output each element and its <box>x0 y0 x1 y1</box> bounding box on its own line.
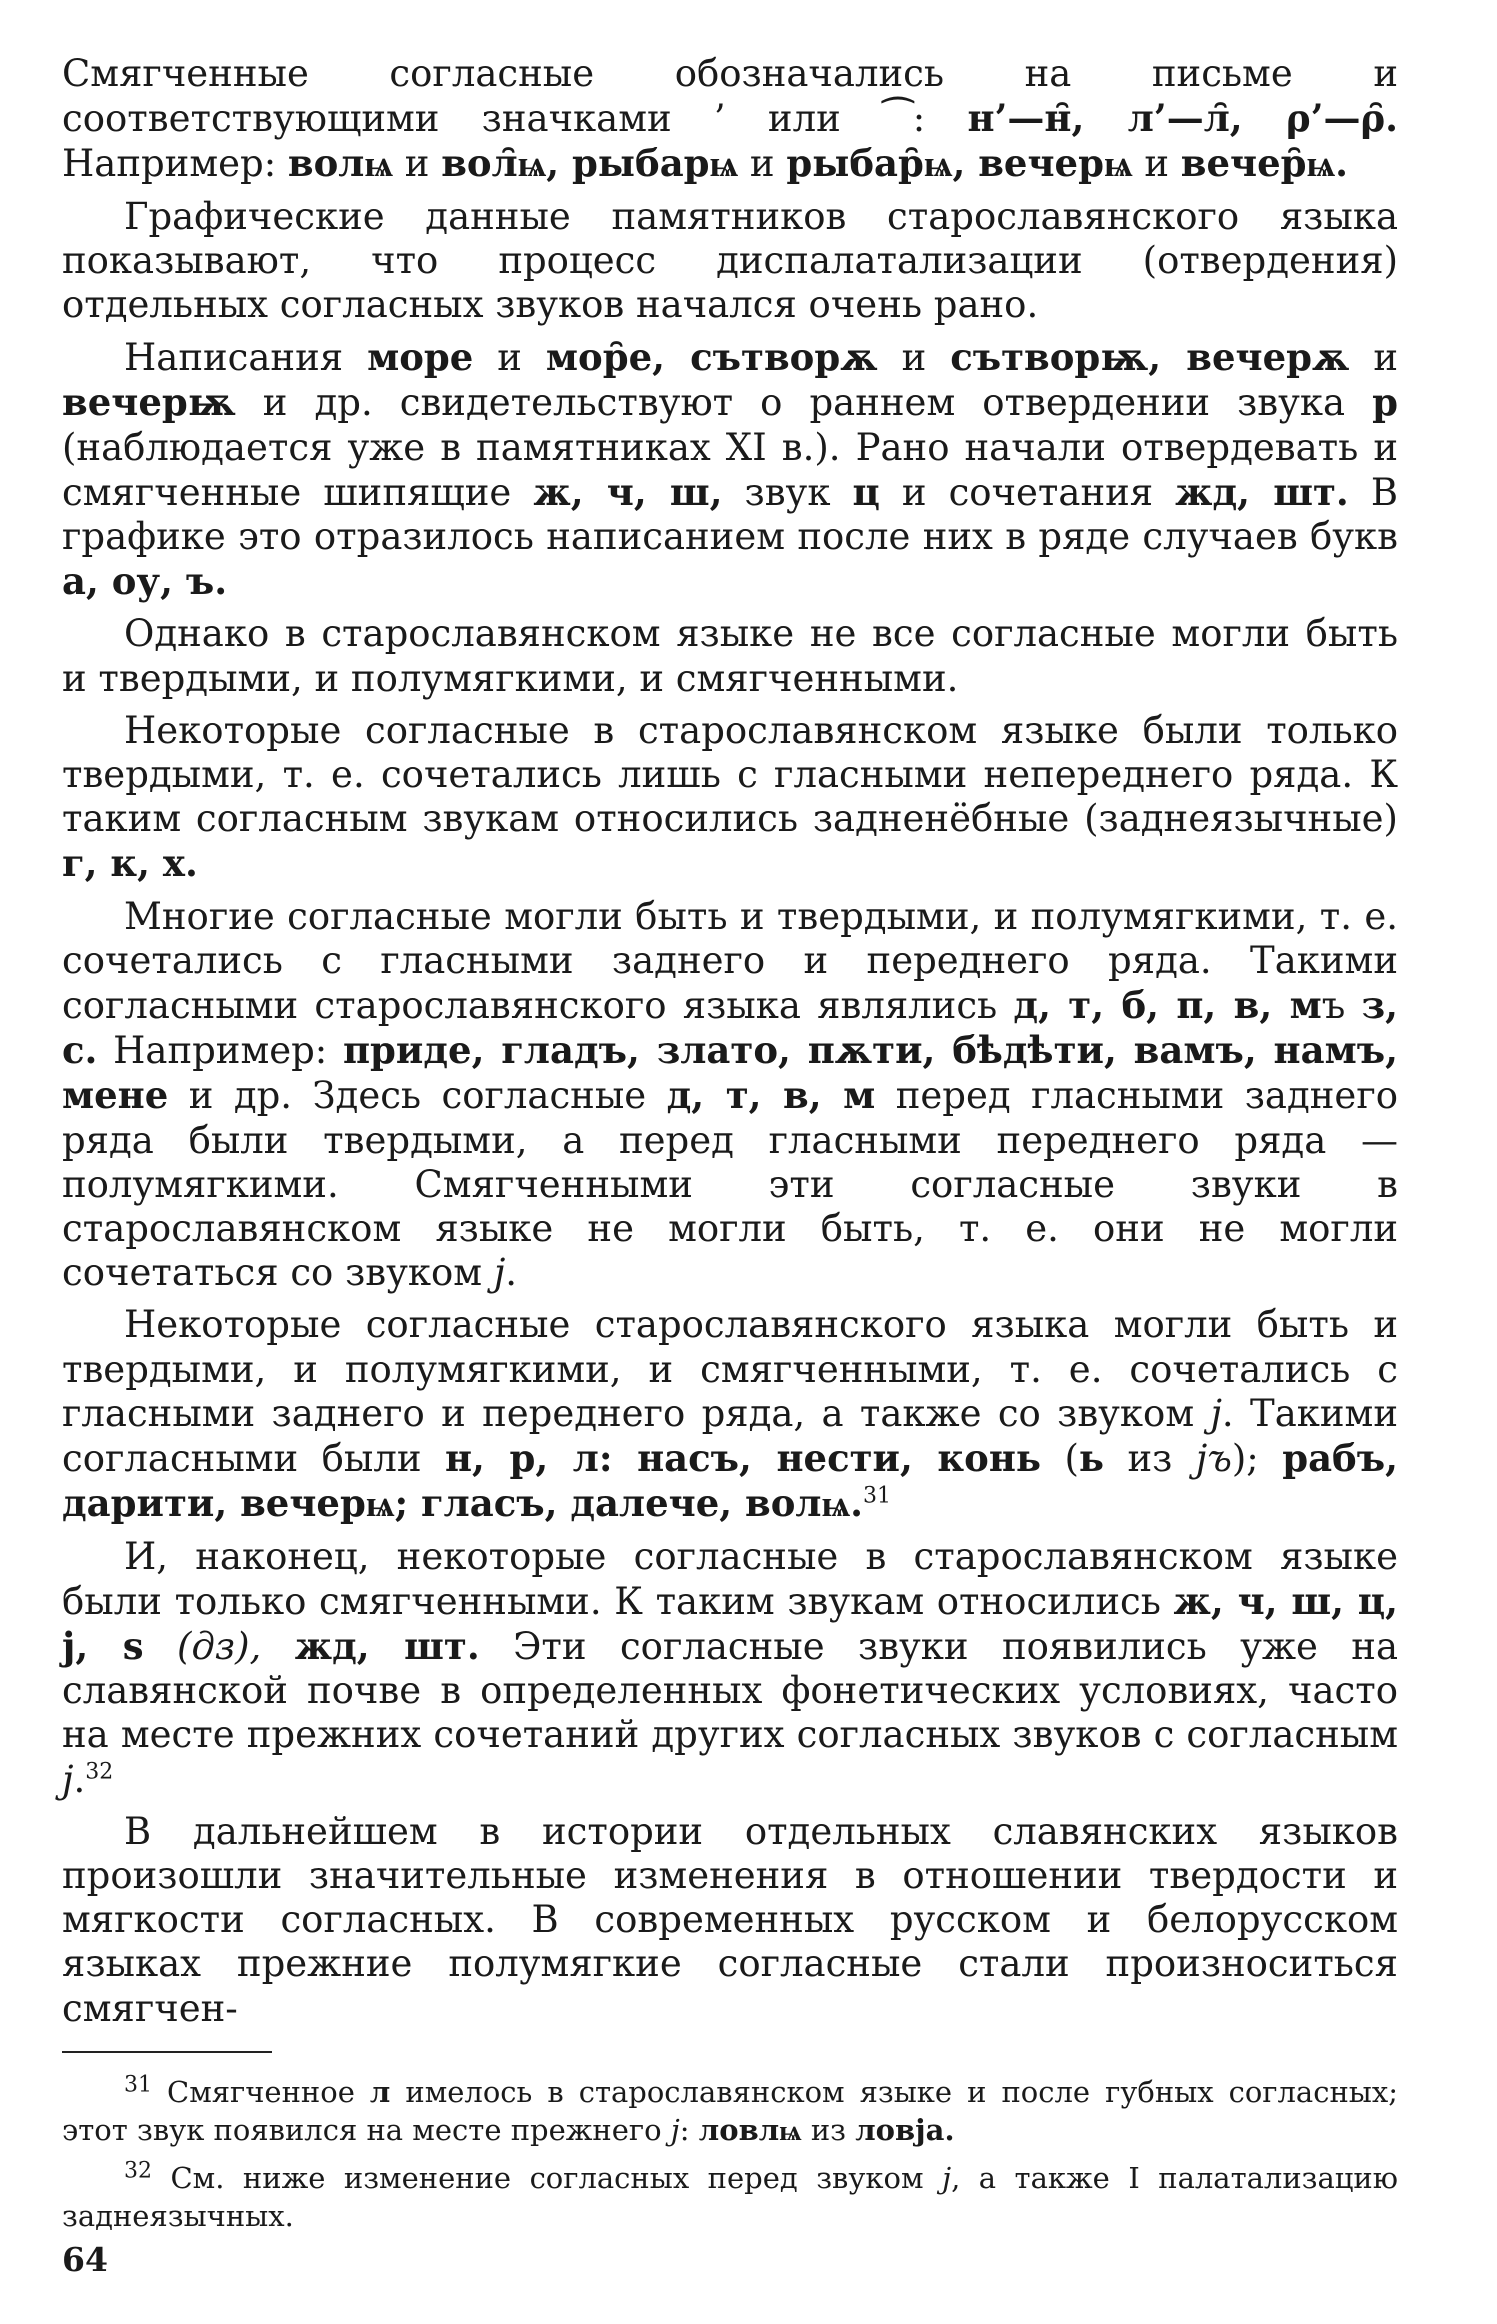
text-run: и сочетания <box>879 470 1176 514</box>
church-slavonic-text: сътворѭ, вечерѫ <box>950 335 1350 380</box>
church-slavonic-text: з, с. <box>62 983 1398 1073</box>
paragraph-p2 <box>62 195 1398 328</box>
church-slavonic-text: ь <box>1078 1436 1105 1481</box>
paragraph-p7 <box>62 1303 1398 1526</box>
text-run: (наблюдается уже в памятниках XI в.). Рано начали отвердевать и смягченные шипящие <box>62 425 1398 514</box>
church-slavonic-text: вол̑ѩ, рыбарѩ <box>441 141 739 186</box>
paragraph-p4 <box>62 612 1398 700</box>
paragraph-p5 <box>62 709 1398 887</box>
text-run: j <box>942 2160 952 2195</box>
text-run: звук <box>722 470 853 514</box>
church-slavonic-text: д, т, б, п, в, м <box>1013 983 1322 1028</box>
footnote-fn32 <box>62 2159 1398 2235</box>
text-run: . <box>505 1251 518 1295</box>
footnote-fn31 <box>62 2073 1398 2149</box>
church-slavonic-text: а, оу, ъ. <box>62 559 228 604</box>
text-run: Многие согласные могли быть и твердыми, и полумягкими, т. е. сочетались с гласными заднего и переднего ряда. Такими согласными старославянского языка являлись <box>62 894 1398 1028</box>
text-run: Написания <box>124 336 368 380</box>
text-run: Однако в старославянском языке не все согласные могли быть и твердыми, и полумягкими, и смягченными. <box>62 612 1398 700</box>
church-slavonic-text: ловjа. <box>855 2112 955 2147</box>
text-run: . <box>73 1757 86 1801</box>
text-run: и др. свидетельствуют о раннем отвердении звука <box>235 381 1373 425</box>
text-run: перед гласными заднего ряда были твердыми, а перед гласными переднего ряда — полумягкими. Смягченными эти согласные звуки в старославянском языке не могли быть, т. е. они не могли сочетаться со звуком <box>62 1074 1398 1295</box>
church-slavonic-text: н, р, л: насъ, нести, конь <box>444 1436 1042 1481</box>
text-run: jъ <box>1195 1437 1232 1481</box>
footnote-ref[interactable]: 32 <box>124 2158 152 2184</box>
footnote-ref[interactable]: 32 <box>85 1759 114 1785</box>
text-run: Графические данные памятников старославянского языка показывают, что процесс диспалатализации (отвердения) отдельных согласных звуков начался очень рано. <box>62 194 1398 327</box>
church-slavonic-text: море <box>367 335 474 380</box>
text-run: См. ниже изменение согласных перед звуком <box>152 2160 943 2195</box>
church-slavonic-text: жд, шт. <box>1175 469 1349 514</box>
text-run: И, наконец, некоторые согласные в старославянском языке были только смягченными. К таким звукам относились <box>62 1534 1398 1623</box>
church-slavonic-text: л <box>369 2074 391 2109</box>
text-run: Например: <box>97 1029 343 1073</box>
church-slavonic-text: р <box>1372 380 1398 425</box>
text-run: j <box>670 2112 680 2147</box>
text-run: : <box>679 2112 699 2147</box>
church-slavonic-text: рыбар̑ѩ, вечерѩ <box>786 141 1133 186</box>
text-run: В графике это отразилось написанием после них в ряде случаев букв <box>62 470 1399 559</box>
text-run: ); <box>1231 1437 1283 1481</box>
text-run: и <box>877 336 951 380</box>
text-run: и <box>1132 142 1181 186</box>
church-slavonic-text: ж, ч, ш, <box>533 469 723 514</box>
paragraph-p3 <box>62 335 1398 604</box>
church-slavonic-text: ж, ч, ш, ц, j, ѕ <box>62 1578 1398 1668</box>
church-slavonic-text: жд, шт. <box>294 1623 480 1668</box>
text-run: Смягченное <box>152 2074 370 2109</box>
text-run: ъ <box>1321 984 1362 1028</box>
church-slavonic-text: г, к, х. <box>62 841 198 886</box>
church-slavonic-text: ц <box>852 469 880 514</box>
page-number: 64 <box>62 2240 108 2279</box>
text-run: , а также I палатализацию заднеязычных. <box>62 2160 1398 2233</box>
text-run: и <box>738 142 787 186</box>
text-run: В дальнейшем в истории отдельных славянских языков произошли значительные изменения в отношении твердости и мягкости согласных. В современных русском и белорусском языках прежние полумягкие согласные стали произноситься смягчен- <box>62 1809 1398 2030</box>
text-run: Эти согласные звуки появились уже на славянской почве в определенных фонетических условиях, часто на месте прежних сочетаний других согласных звуков с согласным <box>62 1624 1399 1757</box>
text-run: (дз), <box>143 1624 262 1668</box>
text-run: и <box>473 336 546 380</box>
text-run: и <box>1349 336 1399 380</box>
church-slavonic-text: ловлѩ <box>698 2112 802 2147</box>
paragraph-p8 <box>62 1535 1398 1802</box>
church-slavonic-text: приде, гладъ, злато, пѫти, бѣдѣти, вамъ, намъ, мене <box>62 1028 1398 1118</box>
text-run: j <box>62 1757 74 1801</box>
text-run: Например: <box>62 142 288 186</box>
church-slavonic-text: волѩ <box>287 141 394 186</box>
text-run: j <box>1210 1391 1222 1435</box>
church-slavonic-text: рабъ, дарити, вечерѩ; гласъ, далече, волѩ. <box>62 1436 1398 1526</box>
text-run: Некоторые согласные старославянского языка могли быть и твердыми, и полумягкими, и смягченными, т. е. сочетались с гласными заднего и переднего ряда, а также со звуком <box>62 1303 1398 1435</box>
text-run: . Такими согласными были <box>62 1391 1398 1481</box>
footnote-ref[interactable]: 31 <box>124 2072 152 2098</box>
footnotes <box>62 2073 1398 2235</box>
church-slavonic-text: н’—н̑, л’—л̑, ρ’—ρ̑. <box>967 96 1398 141</box>
church-slavonic-text: вечерѭ <box>62 380 236 425</box>
paragraph-p9 <box>62 1810 1398 2031</box>
page-body <box>62 52 1398 2245</box>
footnote-separator <box>62 2051 272 2053</box>
text-run: j <box>493 1251 506 1295</box>
text-run: Смягченные согласные обозначались на письме и соответствующими значками ’ или ⁀: <box>62 52 1398 141</box>
main-text <box>62 52 1398 2031</box>
church-slavonic-text: вечер̑ѩ. <box>1180 141 1349 186</box>
text-run: Некоторые согласные в старославянском языке были только твердыми, т. е. сочетались лишь с гласными непереднего ряда. К таким согласным звукам относились задненёбные (заднеязычные) <box>62 708 1398 841</box>
text-run: из <box>801 2112 856 2147</box>
paragraph-p1 <box>62 52 1398 187</box>
text-run <box>261 1625 294 1668</box>
church-slavonic-text: д, т, в, м <box>666 1073 876 1118</box>
text-run: и др. Здесь согласные <box>168 1074 667 1118</box>
church-slavonic-text: мор̑е, сътворѫ <box>545 335 878 380</box>
paragraph-p6 <box>62 895 1398 1296</box>
footnote-ref[interactable]: 31 <box>863 1483 892 1509</box>
text-run: из <box>1104 1437 1196 1481</box>
text-run: имелось в старославянском языке и после губных согласных; этот звук появился на месте прежнего <box>62 2074 1398 2147</box>
text-run: и <box>393 142 442 186</box>
text-run: ( <box>1041 1437 1079 1481</box>
